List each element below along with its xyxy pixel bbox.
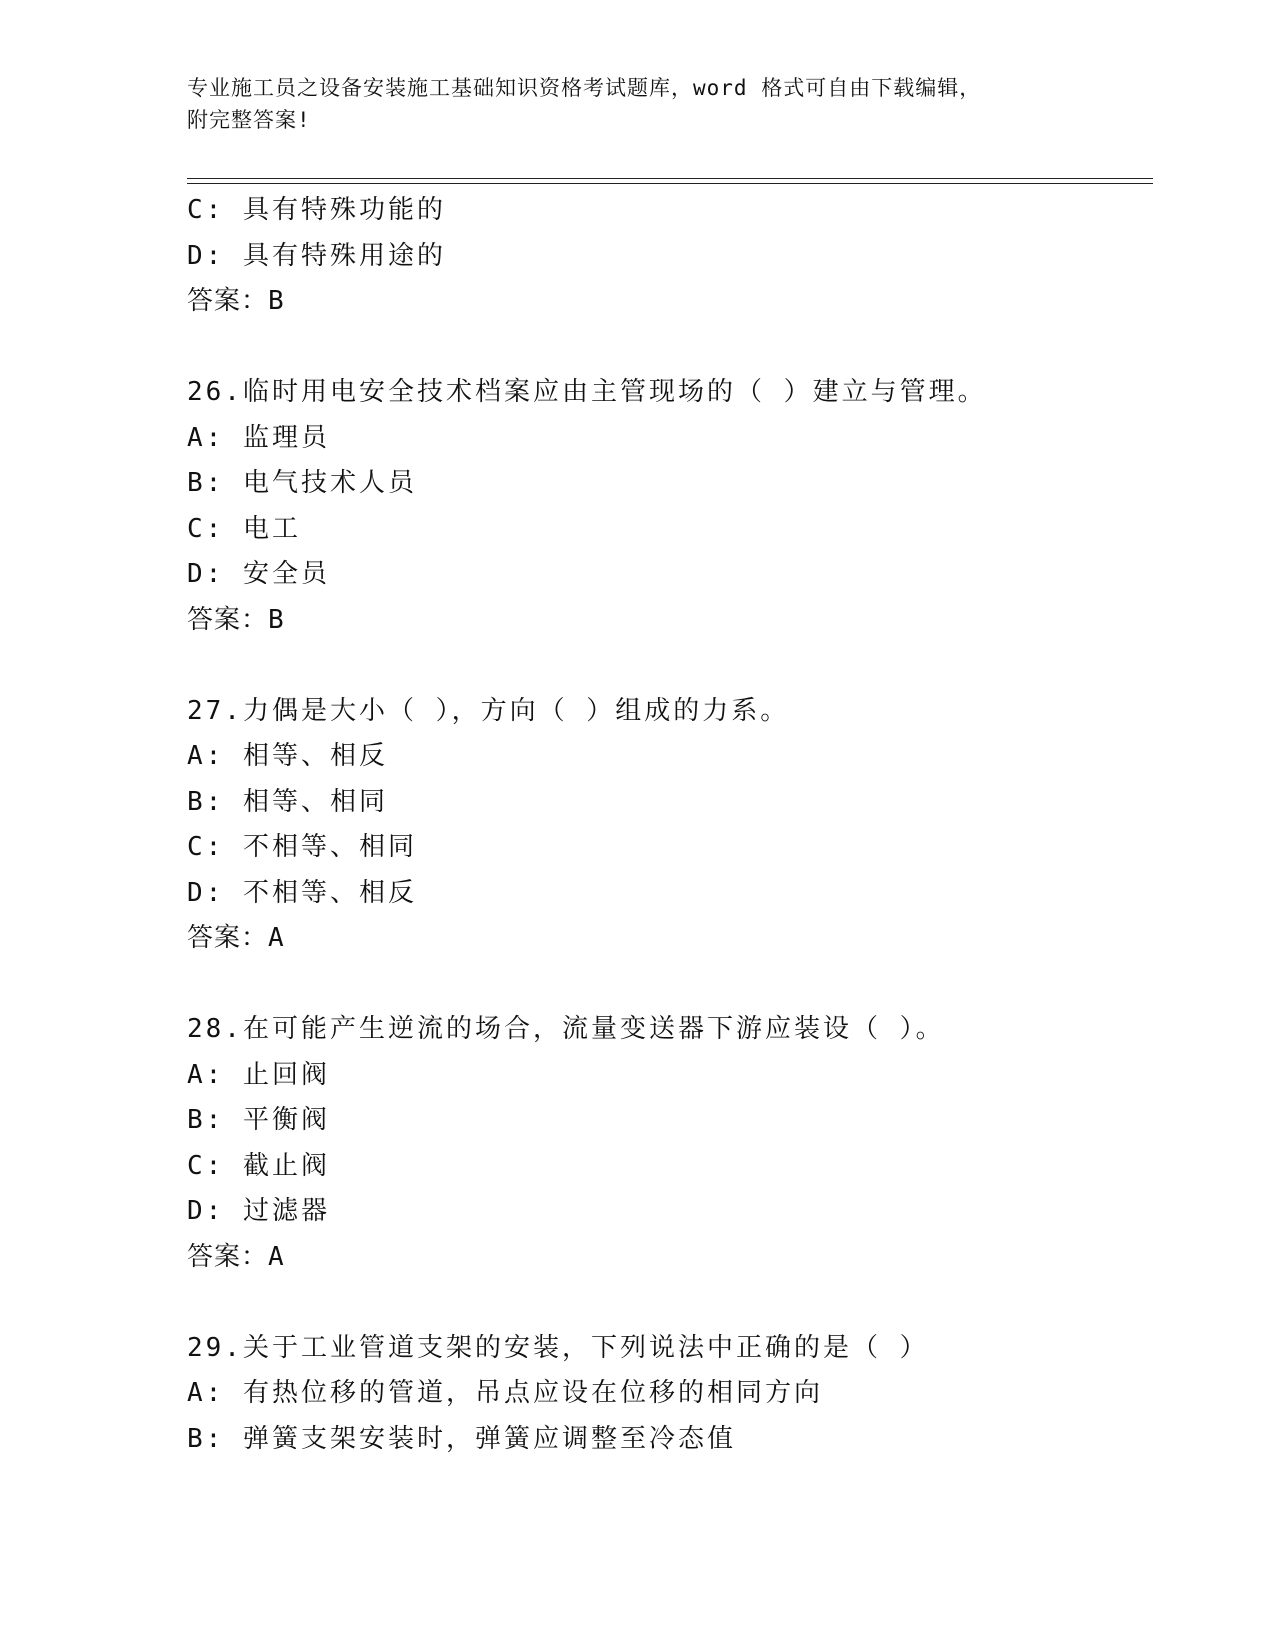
option-c: C: 截止阀 (187, 1150, 330, 1181)
spacer (187, 962, 1147, 1008)
option-a: A: 相等、相反 (187, 741, 388, 771)
option-a: A: 监理员 (187, 422, 330, 453)
header-rule-top (187, 178, 1153, 179)
option-b: B: 电气技术人员 (187, 468, 417, 498)
option-a: A: 有热位移的管道，吊点应设在位移的相同方向 (187, 1378, 823, 1408)
option-b: B: 弹簧支架安装时，弹簧应调整至冷态值 (187, 1423, 736, 1454)
spacer (187, 325, 1147, 371)
question-27: 27.力偶是大小（ ），方向（ ）组成的力系。 (187, 695, 790, 726)
spacer (187, 643, 1147, 689)
option-b: B: 相等、相同 (187, 786, 388, 817)
option-a: A: 止回阀 (187, 1059, 330, 1090)
answer: 答案：B (187, 286, 285, 316)
option-d: D: 安全员 (187, 559, 330, 589)
document-header (187, 72, 1087, 136)
question-list (187, 188, 1147, 1462)
answer: 答案：A (187, 923, 285, 953)
header-rule-bottom (187, 183, 1153, 184)
option-c: C: 具有特殊功能的 (187, 195, 446, 225)
header-line-2: 附完整答案! (187, 108, 311, 132)
answer: 答案：A (187, 1241, 285, 1272)
option-d: D: 不相等、相反 (187, 877, 417, 908)
answer: 答案：B (187, 604, 285, 635)
option-c: C: 电工 (187, 513, 301, 544)
question-26: 26.临时用电安全技术档案应由主管现场的（ ）建立与管理。 (187, 377, 987, 407)
option-d: D: 具有特殊用途的 (187, 240, 446, 271)
spacer (187, 1280, 1147, 1326)
option-d: D: 过滤器 (187, 1196, 330, 1226)
question-29: 29.关于工业管道支架的安装，下列说法中正确的是（ ） (187, 1332, 929, 1363)
option-b: B: 平衡阀 (187, 1105, 330, 1135)
header-line-1: 专业施工员之设备安装施工基础知识资格考试题库，word 格式可自由下载编辑， (187, 76, 982, 100)
question-28: 28.在可能产生逆流的场合，流量变送器下游应装设（ ）。 (187, 1014, 945, 1044)
option-c: C: 不相等、相同 (187, 832, 417, 862)
